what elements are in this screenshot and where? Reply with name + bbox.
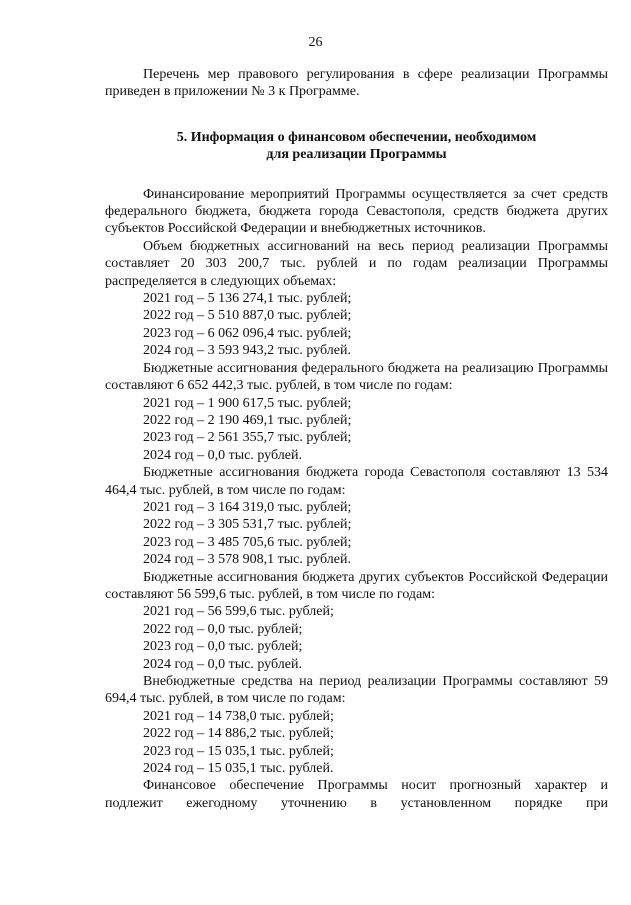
other-subjects-year-2021: 2021 год – 56 599,6 тыс. рублей;: [143, 604, 334, 620]
other-subjects-year-2024: 2024 год – 0,0 тыс. рублей.: [143, 656, 302, 672]
total-year-2022: 2022 год – 5 510 887,0 тыс. рублей;: [143, 308, 352, 324]
other-subjects-year-2022: 2022 год – 0,0 тыс. рублей;: [143, 621, 303, 637]
funding-sources-paragraph: Финансирование мероприятий Программы осуществляется за счет средств федерального бюджета, бюджета города Севастополя, средств бюджета других субъектов Российской Федерации и внебюджетных источников.: [105, 186, 608, 237]
sevastopol-year-2023: 2023 год – 3 485 705,6 тыс. рублей;: [143, 534, 352, 550]
closing-paragraph: Финансовое обеспечение Программы носит прогнозный характер и подлежит ежегодному уточнению в установленном порядке при: [105, 778, 608, 811]
section-heading: [105, 129, 608, 164]
extra-budgetary-paragraph: Внебюджетные средства на период реализации Программы составляют 59 694,4 тыс. рублей, в том числе по годам:: [105, 674, 608, 707]
sevastopol-year-2024: 2024 год – 3 578 908,1 тыс. рублей.: [143, 552, 351, 568]
sevastopol-budget-paragraph: Бюджетные ассигнования бюджета города Севастополя составляют 13 534 464,4 тыс. рублей, в том числе по годам:: [105, 465, 608, 498]
extra-budgetary-year-2021: 2021 год – 14 738,0 тыс. рублей;: [143, 708, 334, 724]
federal-year-2024: 2024 год – 0,0 тыс. рублей.: [143, 447, 302, 463]
sevastopol-year-2021: 2021 год – 3 164 319,0 тыс. рублей;: [143, 499, 352, 515]
section-heading-line-2: для реализации Программы: [266, 147, 447, 163]
extra-budgetary-year-2022: 2022 год – 14 886,2 тыс. рублей;: [143, 726, 334, 742]
extra-budgetary-year-2023: 2023 год – 15 035,1 тыс. рублей;: [143, 743, 334, 759]
total-allocation-paragraph: Объем бюджетных ассигнований на весь период реализации Программы составляет 20 303 200,7 тыс. рублей и по годам реализации Программы распределяется в следующих объемах:: [105, 238, 608, 289]
federal-year-2023: 2023 год – 2 561 355,7 тыс. рублей;: [143, 430, 352, 446]
section-heading-line-1: 5. Информация о финансовом обеспечении, необходимом: [176, 129, 537, 145]
extra-budgetary-year-2024: 2024 год – 15 035,1 тыс. рублей.: [143, 761, 334, 777]
other-subjects-budget-paragraph: Бюджетные ассигнования бюджета других субъектов Российской Федерации составляют 56 599,6 тыс. рублей, в том числе по годам:: [105, 569, 608, 602]
page-number: 26: [308, 35, 323, 50]
document-body: [105, 66, 608, 812]
federal-year-2022: 2022 год – 2 190 469,1 тыс. рублей;: [143, 412, 352, 428]
federal-budget-paragraph: Бюджетные ассигнования федерального бюджета на реализацию Программы составляют 6 652 442,3 тыс. рублей, в том числе по годам:: [105, 360, 608, 394]
other-subjects-year-2023: 2023 год – 0,0 тыс. рублей;: [143, 639, 303, 655]
sevastopol-year-2022: 2022 год – 3 305 531,7 тыс. рублей;: [143, 517, 352, 533]
intro-paragraph: Перечень мер правового регулирования в сфере реализации Программы приведен в приложении № 3 к Программе.: [105, 67, 608, 100]
total-year-2021: 2021 год – 5 136 274,1 тыс. рублей;: [143, 291, 352, 307]
total-year-2024: 2024 год – 3 593 943,2 тыс. рублей.: [143, 343, 351, 359]
total-year-2023: 2023 год – 6 062 096,4 тыс. рублей;: [143, 325, 352, 341]
federal-year-2021: 2021 год – 1 900 617,5 тыс. рублей;: [143, 395, 352, 411]
